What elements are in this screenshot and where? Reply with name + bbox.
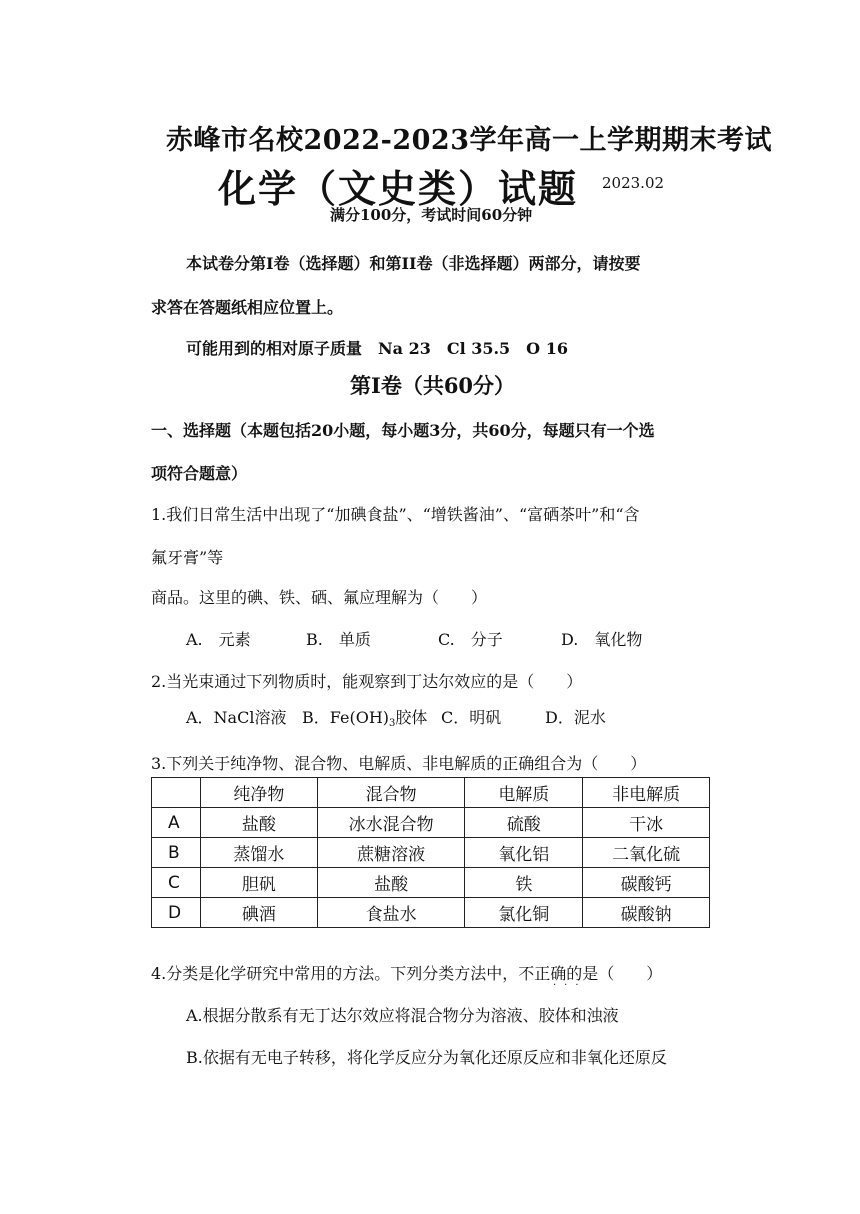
- question-2-option-b: B．$Fe(OH)_3$胶体: [302, 708, 428, 729]
- question-1-option-d: D. 氧化物: [561, 630, 643, 649]
- exam-title: 赤峰市名校2022-2023学年高一上学期期末考试: [166, 125, 772, 156]
- exam-date: 2023.02: [602, 174, 665, 192]
- table-cell: 蒸馏水: [200, 838, 317, 868]
- question-4-option-b: B.依据有无电子转移，将化学反应分为氧化还原反应和非氧化还原反: [186, 1048, 667, 1067]
- table-row: [152, 868, 710, 898]
- table-header-cell: 混合物: [317, 778, 465, 808]
- question-3-stem: 3.下列关于纯净物、混合物、电解质、非电解质的正确组合为（ ）: [151, 754, 647, 773]
- table-cell: 碘酒: [200, 898, 317, 928]
- table-cell: 蔗糖溶液: [317, 838, 465, 868]
- table-cell: 碳酸钠: [583, 898, 710, 928]
- table-row: [152, 808, 710, 838]
- table-row: [152, 838, 710, 868]
- classification-table: [151, 777, 710, 928]
- table-cell: 食盐水: [317, 898, 465, 928]
- table-cell: 碳酸钙: [583, 868, 710, 898]
- intro-line-1: 本试卷分第Ⅰ卷（选择题）和第II卷（非选择题）两部分，请按要: [186, 254, 641, 273]
- question-1-option-a: A. 元素: [186, 630, 251, 649]
- table-cell: 硫酸: [465, 808, 583, 838]
- table-cell: C: [152, 868, 201, 898]
- table-cell: 胆矾: [200, 868, 317, 898]
- question-4-stem: 4.分类是化学研究中常用的方法。下列分类方法中，不正确的是（ ）: [151, 964, 663, 983]
- section-heading-line-1: 一、选择题（本题包括20小题，每小题3分，共60分，每题只有一个选: [151, 421, 655, 440]
- table-header-cell: 电解质: [465, 778, 583, 808]
- table-cell: 氯化铜: [465, 898, 583, 928]
- table-cell: 铁: [465, 868, 583, 898]
- question-4-option-a: A.根据分散系有无丁达尔效应将混合物分为溶液、胶体和浊液: [186, 1006, 619, 1025]
- table-cell: A: [152, 808, 201, 838]
- table-header-cell: [152, 778, 201, 808]
- table-cell: 干冰: [583, 808, 710, 838]
- question-2-option-d: D．泥水: [545, 708, 606, 727]
- question-1-line-3: 商品。这里的碘、铁、硒、氟应理解为（ ）: [151, 588, 488, 607]
- atomic-mass-note: 可能用到的相对原子质量 Na 23 Cl 35.5 O 16: [186, 339, 568, 358]
- section-title: 第Ⅰ卷（共60分）: [350, 373, 516, 398]
- table-header-cell: 纯净物: [200, 778, 317, 808]
- emphasis-dots: ···: [553, 980, 587, 991]
- question-1-option-b: B. 单质: [306, 630, 371, 649]
- exam-subject-title: 化学（文史类）试题: [218, 166, 579, 211]
- table-cell: 冰水混合物: [317, 808, 465, 838]
- question-1-option-c: C. 分子: [438, 630, 503, 649]
- table-cell: D: [152, 898, 201, 928]
- question-2-option-c: C．明矾: [441, 708, 502, 727]
- question-1-line-1: 1.我们日常生活中出现了“加碘食盐”、“增铁酱油”、“富硒茶叶”和“含: [151, 505, 640, 524]
- table-header-cell: 非电解质: [583, 778, 710, 808]
- table-cell: 氧化铝: [465, 838, 583, 868]
- table-cell: 盐酸: [200, 808, 317, 838]
- question-2-stem: 2.当光束通过下列物质时，能观察到丁达尔效应的是（ ）: [151, 672, 583, 691]
- question-2-option-a: A．NaCl溶液: [186, 708, 287, 727]
- exam-score-time: 满分100分，考试时间60分钟: [330, 206, 533, 224]
- section-heading-line-2: 项符合题意）: [151, 464, 248, 483]
- table-header-row: [152, 778, 710, 808]
- question-1-line-2: 氟牙膏”等: [151, 548, 224, 567]
- intro-line-2: 求答在答题纸相应位置上。: [151, 298, 344, 317]
- table-cell: 盐酸: [317, 868, 465, 898]
- table-cell: B: [152, 838, 201, 868]
- table-cell: 二氧化硫: [583, 838, 710, 868]
- table-row: [152, 898, 710, 928]
